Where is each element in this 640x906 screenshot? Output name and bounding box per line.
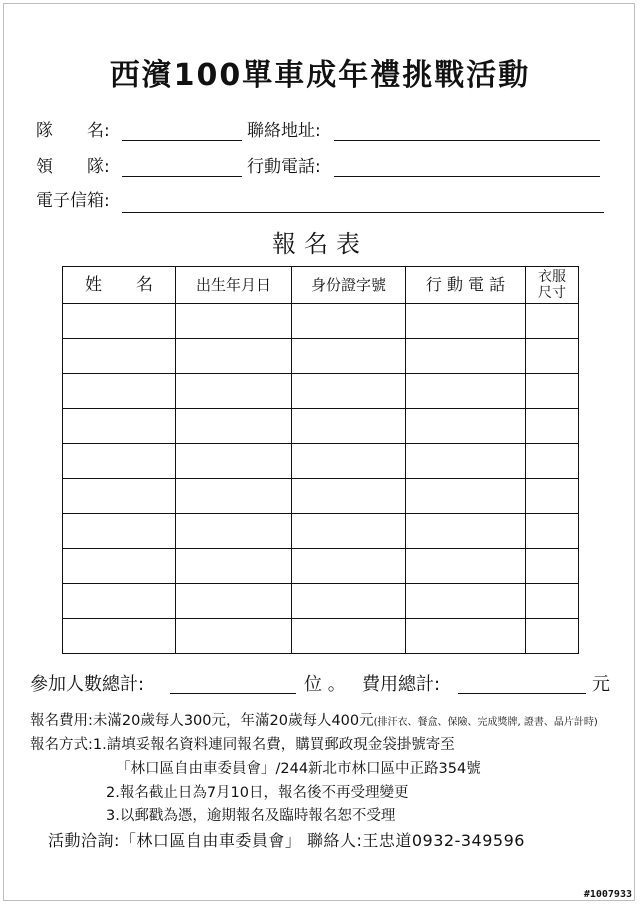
table-cell[interactable] bbox=[63, 479, 176, 514]
email-label: 電子信箱: bbox=[36, 191, 110, 211]
header-birthdate: 出生年月日 bbox=[176, 267, 292, 304]
table-row bbox=[63, 444, 579, 479]
table-cell[interactable] bbox=[526, 479, 579, 514]
method-note-address: 「林口區自由車委員會」/244新北市林口區中正路354號 bbox=[116, 761, 481, 777]
table-cell[interactable] bbox=[526, 584, 579, 619]
participants-unit: 位 。 bbox=[304, 674, 346, 695]
registration-table bbox=[62, 266, 579, 654]
leader-field[interactable] bbox=[122, 176, 242, 177]
header-shirt-size: 衣服尺寸 bbox=[526, 267, 579, 304]
table-cell[interactable] bbox=[292, 549, 406, 584]
table-row bbox=[63, 409, 579, 444]
method-note-2: 2.報名截止日為7月10日，報名後不再受理變更 bbox=[106, 785, 409, 801]
table-row bbox=[63, 304, 579, 339]
address-label: 聯絡地址: bbox=[247, 121, 321, 141]
table-cell[interactable] bbox=[176, 549, 292, 584]
mobile-label: 行動電話: bbox=[247, 157, 321, 177]
catalog-stamp: #1007933 bbox=[583, 889, 632, 900]
table-cell[interactable] bbox=[63, 444, 176, 479]
team-name-field[interactable] bbox=[122, 140, 242, 141]
table-cell[interactable] bbox=[406, 514, 526, 549]
table-cell[interactable] bbox=[63, 374, 176, 409]
table-cell[interactable] bbox=[292, 409, 406, 444]
table-cell[interactable] bbox=[406, 479, 526, 514]
form-title: 西濱100單車成年禮挑戰活動 bbox=[109, 58, 531, 93]
method-note-1: 報名方式:1.請填妥報名資料連同報名費，購買郵政現金袋掛號寄至 bbox=[30, 737, 455, 753]
table-cell[interactable] bbox=[526, 374, 579, 409]
table-cell[interactable] bbox=[292, 374, 406, 409]
table-cell[interactable] bbox=[526, 409, 579, 444]
table-cell[interactable] bbox=[406, 304, 526, 339]
fee-note-includes: (排汗衣、餐盒、保險、完成獎牌, 證書、晶片計時) bbox=[373, 717, 598, 728]
method-note-3: 3.以郵戳為憑，逾期報名及臨時報名恕不受理 bbox=[106, 808, 396, 824]
leader-label: 領 隊: bbox=[36, 157, 110, 177]
table-cell[interactable] bbox=[176, 374, 292, 409]
registration-subtitle: 報名表 bbox=[272, 230, 368, 258]
table-cell[interactable] bbox=[292, 339, 406, 374]
table-cell[interactable] bbox=[176, 444, 292, 479]
fee-total-label: 費用總計: bbox=[362, 674, 441, 695]
table-row bbox=[63, 339, 579, 374]
table-cell[interactable] bbox=[63, 304, 176, 339]
email-field[interactable] bbox=[122, 212, 604, 213]
table-cell[interactable] bbox=[526, 549, 579, 584]
table-cell[interactable] bbox=[526, 304, 579, 339]
fee-note bbox=[30, 711, 598, 733]
contact-info: 活動洽詢:「林口區自由車委員會」 聯絡人:王忠道0932-349596 bbox=[48, 831, 525, 850]
table-cell[interactable] bbox=[292, 619, 406, 654]
participants-total-field[interactable] bbox=[170, 693, 296, 694]
table-cell[interactable] bbox=[63, 409, 176, 444]
table-cell[interactable] bbox=[406, 619, 526, 654]
table-cell[interactable] bbox=[176, 409, 292, 444]
table-cell[interactable] bbox=[292, 584, 406, 619]
table-cell[interactable] bbox=[63, 339, 176, 374]
table-cell[interactable] bbox=[63, 514, 176, 549]
table-cell[interactable] bbox=[406, 549, 526, 584]
table-cell[interactable] bbox=[292, 444, 406, 479]
table-cell[interactable] bbox=[176, 304, 292, 339]
table-cell[interactable] bbox=[526, 339, 579, 374]
mobile-field[interactable] bbox=[334, 176, 600, 177]
team-name-label: 隊 名: bbox=[36, 121, 110, 141]
table-cell[interactable] bbox=[292, 514, 406, 549]
fee-unit: 元 bbox=[592, 674, 610, 695]
table-cell[interactable] bbox=[406, 374, 526, 409]
table-row bbox=[63, 514, 579, 549]
table-row bbox=[63, 619, 579, 654]
table-cell[interactable] bbox=[176, 619, 292, 654]
table-cell[interactable] bbox=[63, 584, 176, 619]
header-id-number: 身份證字號 bbox=[292, 267, 406, 304]
address-field[interactable] bbox=[334, 140, 600, 141]
table-row bbox=[63, 549, 579, 584]
table-header-row bbox=[63, 267, 579, 304]
table-cell[interactable] bbox=[176, 584, 292, 619]
table-cell[interactable] bbox=[526, 444, 579, 479]
table-cell[interactable] bbox=[526, 514, 579, 549]
table-cell[interactable] bbox=[406, 584, 526, 619]
table-row bbox=[63, 479, 579, 514]
table-cell[interactable] bbox=[63, 549, 176, 584]
header-mobile: 行 動 電 話 bbox=[406, 267, 526, 304]
table-cell[interactable] bbox=[292, 304, 406, 339]
table-cell[interactable] bbox=[406, 339, 526, 374]
header-name: 姓 名 bbox=[63, 267, 176, 304]
table-cell[interactable] bbox=[176, 339, 292, 374]
table-cell[interactable] bbox=[292, 479, 406, 514]
table-cell[interactable] bbox=[176, 514, 292, 549]
fee-total-field[interactable] bbox=[458, 693, 586, 694]
participants-total-label: 參加人數總計: bbox=[30, 674, 145, 695]
fee-note-main: 報名費用:未滿20歲每人300元，年滿20歲每人400元 bbox=[30, 713, 374, 729]
table-cell[interactable] bbox=[63, 619, 176, 654]
table-cell[interactable] bbox=[406, 409, 526, 444]
table-cell[interactable] bbox=[526, 619, 579, 654]
table-row bbox=[63, 374, 579, 409]
table-row bbox=[63, 584, 579, 619]
table-cell[interactable] bbox=[406, 444, 526, 479]
table-cell[interactable] bbox=[176, 479, 292, 514]
